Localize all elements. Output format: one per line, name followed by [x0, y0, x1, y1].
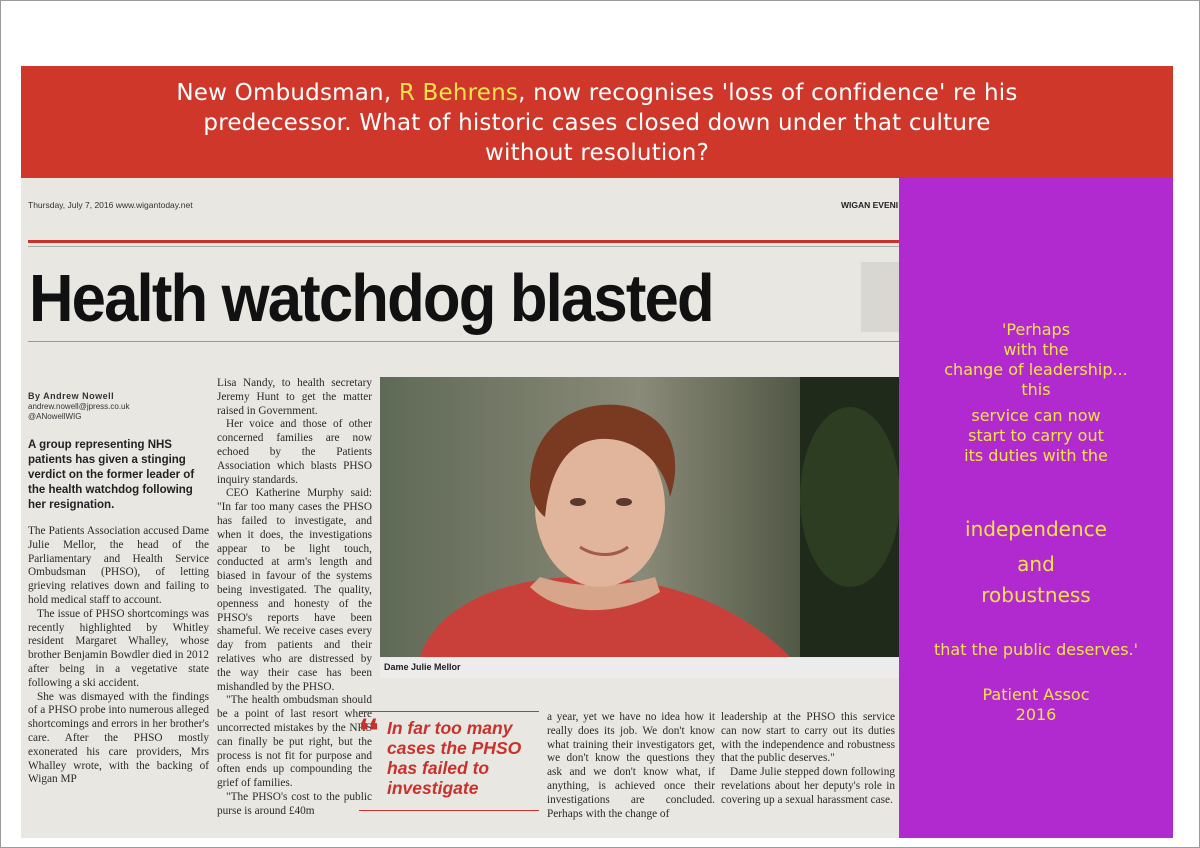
paragraph: CEO Katherine Murphy said: "In far too many cases the PHSO has failed to investigate, and when it does, the investigations appear to be light touch, conducted at arm's length and biased in favour of the systems being investigated. The quality, openness and honesty of the PHSO's reports have been shameful. We receive cases every day from patients and their relatives who are distressed by the way their case has been mishandled by the PHSO. — [217, 487, 372, 693]
header-rule — [28, 240, 899, 243]
paragraph: The Patients Association accused Dame Julie Mellor, the head of the Parliamentary and Health Service Ombudsman (PHSO), of letting grieving relatives down and failing to hold medical staff to account. — [28, 525, 209, 606]
portrait-photo — [380, 377, 899, 657]
quote-line: change of leadership... — [944, 360, 1128, 379]
byline-name: By Andrew Nowell — [28, 391, 115, 401]
paragraph: The issue of PHSO shortcomings was recently highlighted by Whitley resident Margaret Whalley, whose brother Benjamin Bowdler died in 2012 after being in a vegetative state following a ski accident. — [28, 607, 209, 689]
pull-quote — [359, 711, 539, 811]
quote-line: service can now — [971, 406, 1101, 425]
paragraph: leadership at the PHSO this service can now start to carry out its duties with the independence and robustness that the public deserves." — [721, 711, 895, 765]
ombudsman-name: R Behrens — [398, 80, 519, 106]
paragraph: "The health ombudsman should be a point of last resort where uncorrected mistakes by the NHS can finally be put right, but the process is not fit for purpose and often ends up compounding the grief of families. — [217, 694, 372, 790]
headline: Health watchdog blasted — [29, 261, 713, 336]
column-2 — [217, 377, 372, 819]
quote-emphasis: and — [1017, 552, 1055, 576]
quote-line: this — [1021, 380, 1051, 399]
paragraph: Her voice and those of other concerned families are now echoed by the Patients Association which blasts PHSO inquiry standards. — [217, 418, 372, 486]
banner-line-3: without resolution? — [485, 140, 709, 166]
quote-mark-icon: ❛❛ — [359, 715, 379, 748]
quote-emphasis: robustness — [981, 583, 1091, 607]
paragraph: a year, yet we have no idea how it really does its job. We don't know what training their investigators get, we don't know the questions they ask and we don't know what, if anything, is achieved once their investigations are concluded. Perhaps with the change of — [547, 711, 715, 820]
quote-line: its duties with the — [964, 446, 1108, 465]
dateline: Thursday, July 7, 2016 www.wigantoday.net — [28, 200, 193, 210]
pull-quote-text: In far too many cases the PHSO has failed to investigate — [387, 718, 522, 798]
banner-text — [81, 78, 1113, 168]
attribution-year: 2016 — [1015, 705, 1057, 724]
banner-line-2: predecessor. What of historic cases closed down under that culture — [203, 110, 991, 136]
paragraph: "The PHSO's cost to the public purse is around £40m — [217, 790, 372, 817]
header-rule-thin — [28, 246, 899, 247]
standfirst: A group representing NHS patients has given a stinging verdict on the former leader of the health watchdog following her resignation. — [28, 439, 195, 511]
attribution: Patient Assoc — [982, 685, 1090, 704]
portrait-illustration — [380, 377, 899, 657]
quote-closing: that the public deserves.' — [933, 640, 1139, 659]
photo-caption: Dame Julie Mellor — [384, 662, 461, 672]
quote-line: start to carry out — [968, 426, 1104, 445]
section-label: WIGAN EVENI — [841, 200, 899, 210]
adjacent-page-fragment — [861, 262, 899, 332]
title-banner — [21, 66, 1173, 178]
quote-emphasis: independence — [965, 517, 1107, 541]
column-4 — [721, 711, 895, 808]
column-3 — [547, 711, 715, 821]
byline-email: andrew.nowell@jpress.co.uk — [28, 402, 130, 411]
newspaper-clipping — [21, 178, 899, 838]
quote-line: with the — [1003, 340, 1069, 359]
quote-line: 'Perhaps — [1001, 320, 1071, 339]
paragraph: She was dismayed with the findings of a PHSO probe into numerous alleged shortcomings and errors in her brother's care. After the PHSO mostly exonerated his care providers, Mrs Whalley wrote, with the backing of Wigan MP — [28, 690, 209, 786]
paragraph: Lisa Nandy, to health secretary Jeremy Hunt to get the matter raised in Government. — [217, 377, 372, 417]
banner-line-1: New Ombudsman, R Behrens, now recognises 'loss of confidence' re his — [176, 80, 1018, 106]
headline-rule — [28, 341, 899, 342]
column-1 — [28, 525, 209, 787]
byline — [28, 391, 130, 422]
byline-twitter: @ANowellWIG — [28, 412, 82, 421]
quote-panel — [899, 178, 1173, 838]
photo-caption-bar — [380, 658, 899, 678]
paragraph: Dame Julie stepped down following revelations about her deputy's role in covering up a sexual harassment case. — [721, 766, 895, 806]
